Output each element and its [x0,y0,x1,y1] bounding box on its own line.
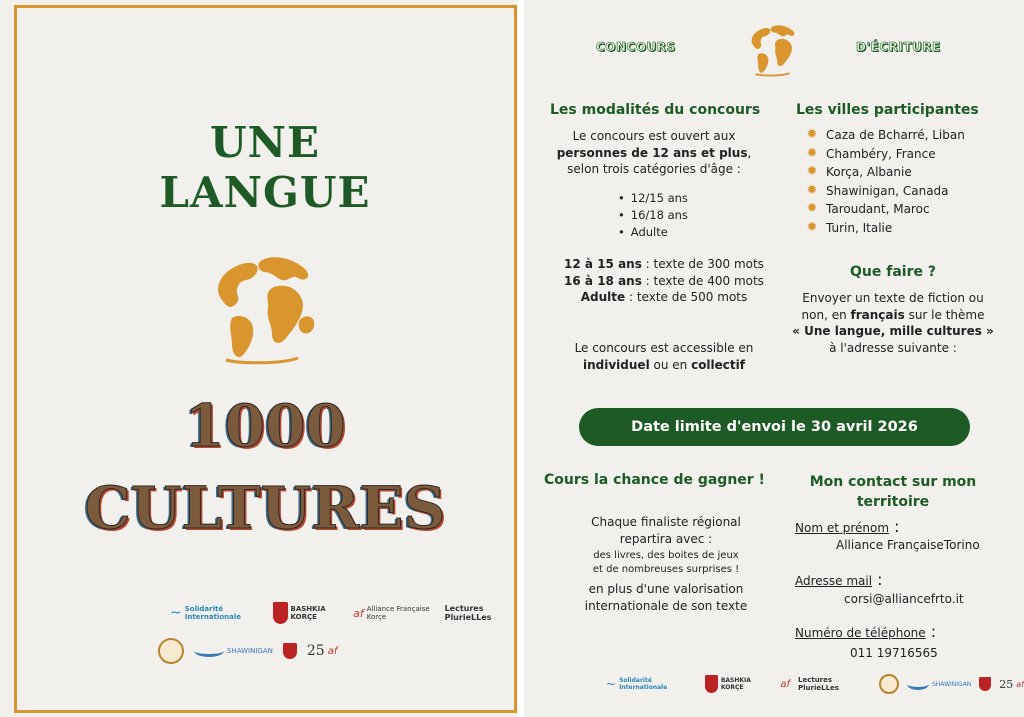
bcharre-seal-logo [158,638,184,664]
title-une: UNE [209,118,321,167]
af-korce-logo: af [780,678,790,690]
title-langue: LANGUE [159,168,371,217]
korce-logo: BASHKIA KORÇE [273,602,343,624]
modalites-intro: Le concours est ouvert aux personnes de 12 ans et plus, selon trois catégories d'âge : [556,129,752,176]
chambery-logo [574,674,598,694]
footer-logos [574,674,1024,694]
af-korce-logo: af Alliance Française Korçe [353,605,430,621]
af-torino-25-logo: 25 af [306,643,338,659]
age-item: • Adulte [618,224,688,241]
city-item: ✹ Taroudant, Maroc [806,200,965,219]
age-categories-list [618,190,688,241]
que-faire-text: Envoyer un texte de fiction ou non, en français sur le thème « Une langue, mille cultures » à l'adresse suivante : [792,291,994,355]
name-value: Alliance FrançaiseTorino [836,538,980,552]
sun-bullet-icon: ✹ [806,164,818,179]
city-item: ✹ Turin, Italie [806,219,965,238]
city-item: ✹ Chambéry, France [806,145,965,164]
word-count-rules: 12 à 15 ans : texte de 300 mots 16 à 18 ans : texte de 400 mots Adulte : texte de 500 mots [564,257,764,304]
lectures-plurielles-logo: Lectures PlurieLLes [798,676,839,692]
logos-row-1 [130,600,518,626]
af-torino-25-logo: 25 af [999,677,1024,691]
shawinigan-logo: SHAWINIGAN [907,678,971,690]
sun-bullet-icon: ✹ [806,201,818,216]
korce-municipality-logo [979,677,991,691]
email-value[interactable]: corsi@alliancefrto.it [844,592,964,606]
city-item: ✹ Korça, Albanie [806,163,965,182]
email-label: Adresse mail : [795,570,883,589]
gagner-title: Cours la chance de gagner ! [544,472,765,488]
age-item: • 16/18 ans [618,207,688,224]
korce-logo: BASHKIA KORÇE [705,675,773,693]
sun-bullet-icon: ✹ [806,127,818,142]
right-page [524,0,1024,717]
solidarite-logo: ~ Solidarité Internationale [606,677,668,691]
sun-bullet-icon: ✹ [806,219,818,235]
phone-value: 011 19716565 [850,646,938,660]
phone-label: Numéro de téléphone : [795,622,937,641]
solidarite-logo: ~ Solidarité Internationale [170,605,241,621]
name-label: Nom et prénom : [795,517,900,536]
que-faire-title: Que faire ? [850,264,936,280]
bcharre-seal-logo [879,674,899,694]
sun-bullet-icon: ✹ [806,182,818,198]
shawinigan-logo: SHAWINIGAN [194,645,273,657]
gagner-text: Chaque finaliste régional repartira avec : des livres, des boites de jeux et de nombreuses surprises ! en plus d'une valorisation internationale de son texte [584,515,748,613]
age-item: • 12/15 ans [618,190,688,207]
globe-icon [202,248,324,366]
city-item: ✹ Caza de Bcharré, Liban [806,126,965,145]
logos-row-2 [158,638,337,664]
modalites-title: Les modalités du concours [550,102,761,118]
deadline-banner: Date limite d'envoi le 30 avril 2026 [579,408,970,446]
city-item: ✹ Shawinigan, Canada [806,182,965,201]
villes-title: Les villes participantes [796,102,979,118]
header-concours: CONCOURS [596,40,676,54]
contact-title: Mon contact sur mon territoire [809,474,977,510]
korce-municipality-logo [283,643,297,659]
sun-bullet-icon: ✹ [806,145,818,161]
globe-small-icon [744,20,802,78]
header-ecriture: D'ÉCRITURE [856,40,941,54]
big-word-cultures: CULTURES [84,474,446,542]
lectures-plurielles-logo: Lectures PlurieLLes [444,604,492,622]
access-text: Le concours est accessible en individuel ou en collectif [574,341,754,372]
chambery-logo [130,600,160,626]
big-number-1000: 1000 [184,392,346,460]
cities-list [806,126,965,237]
